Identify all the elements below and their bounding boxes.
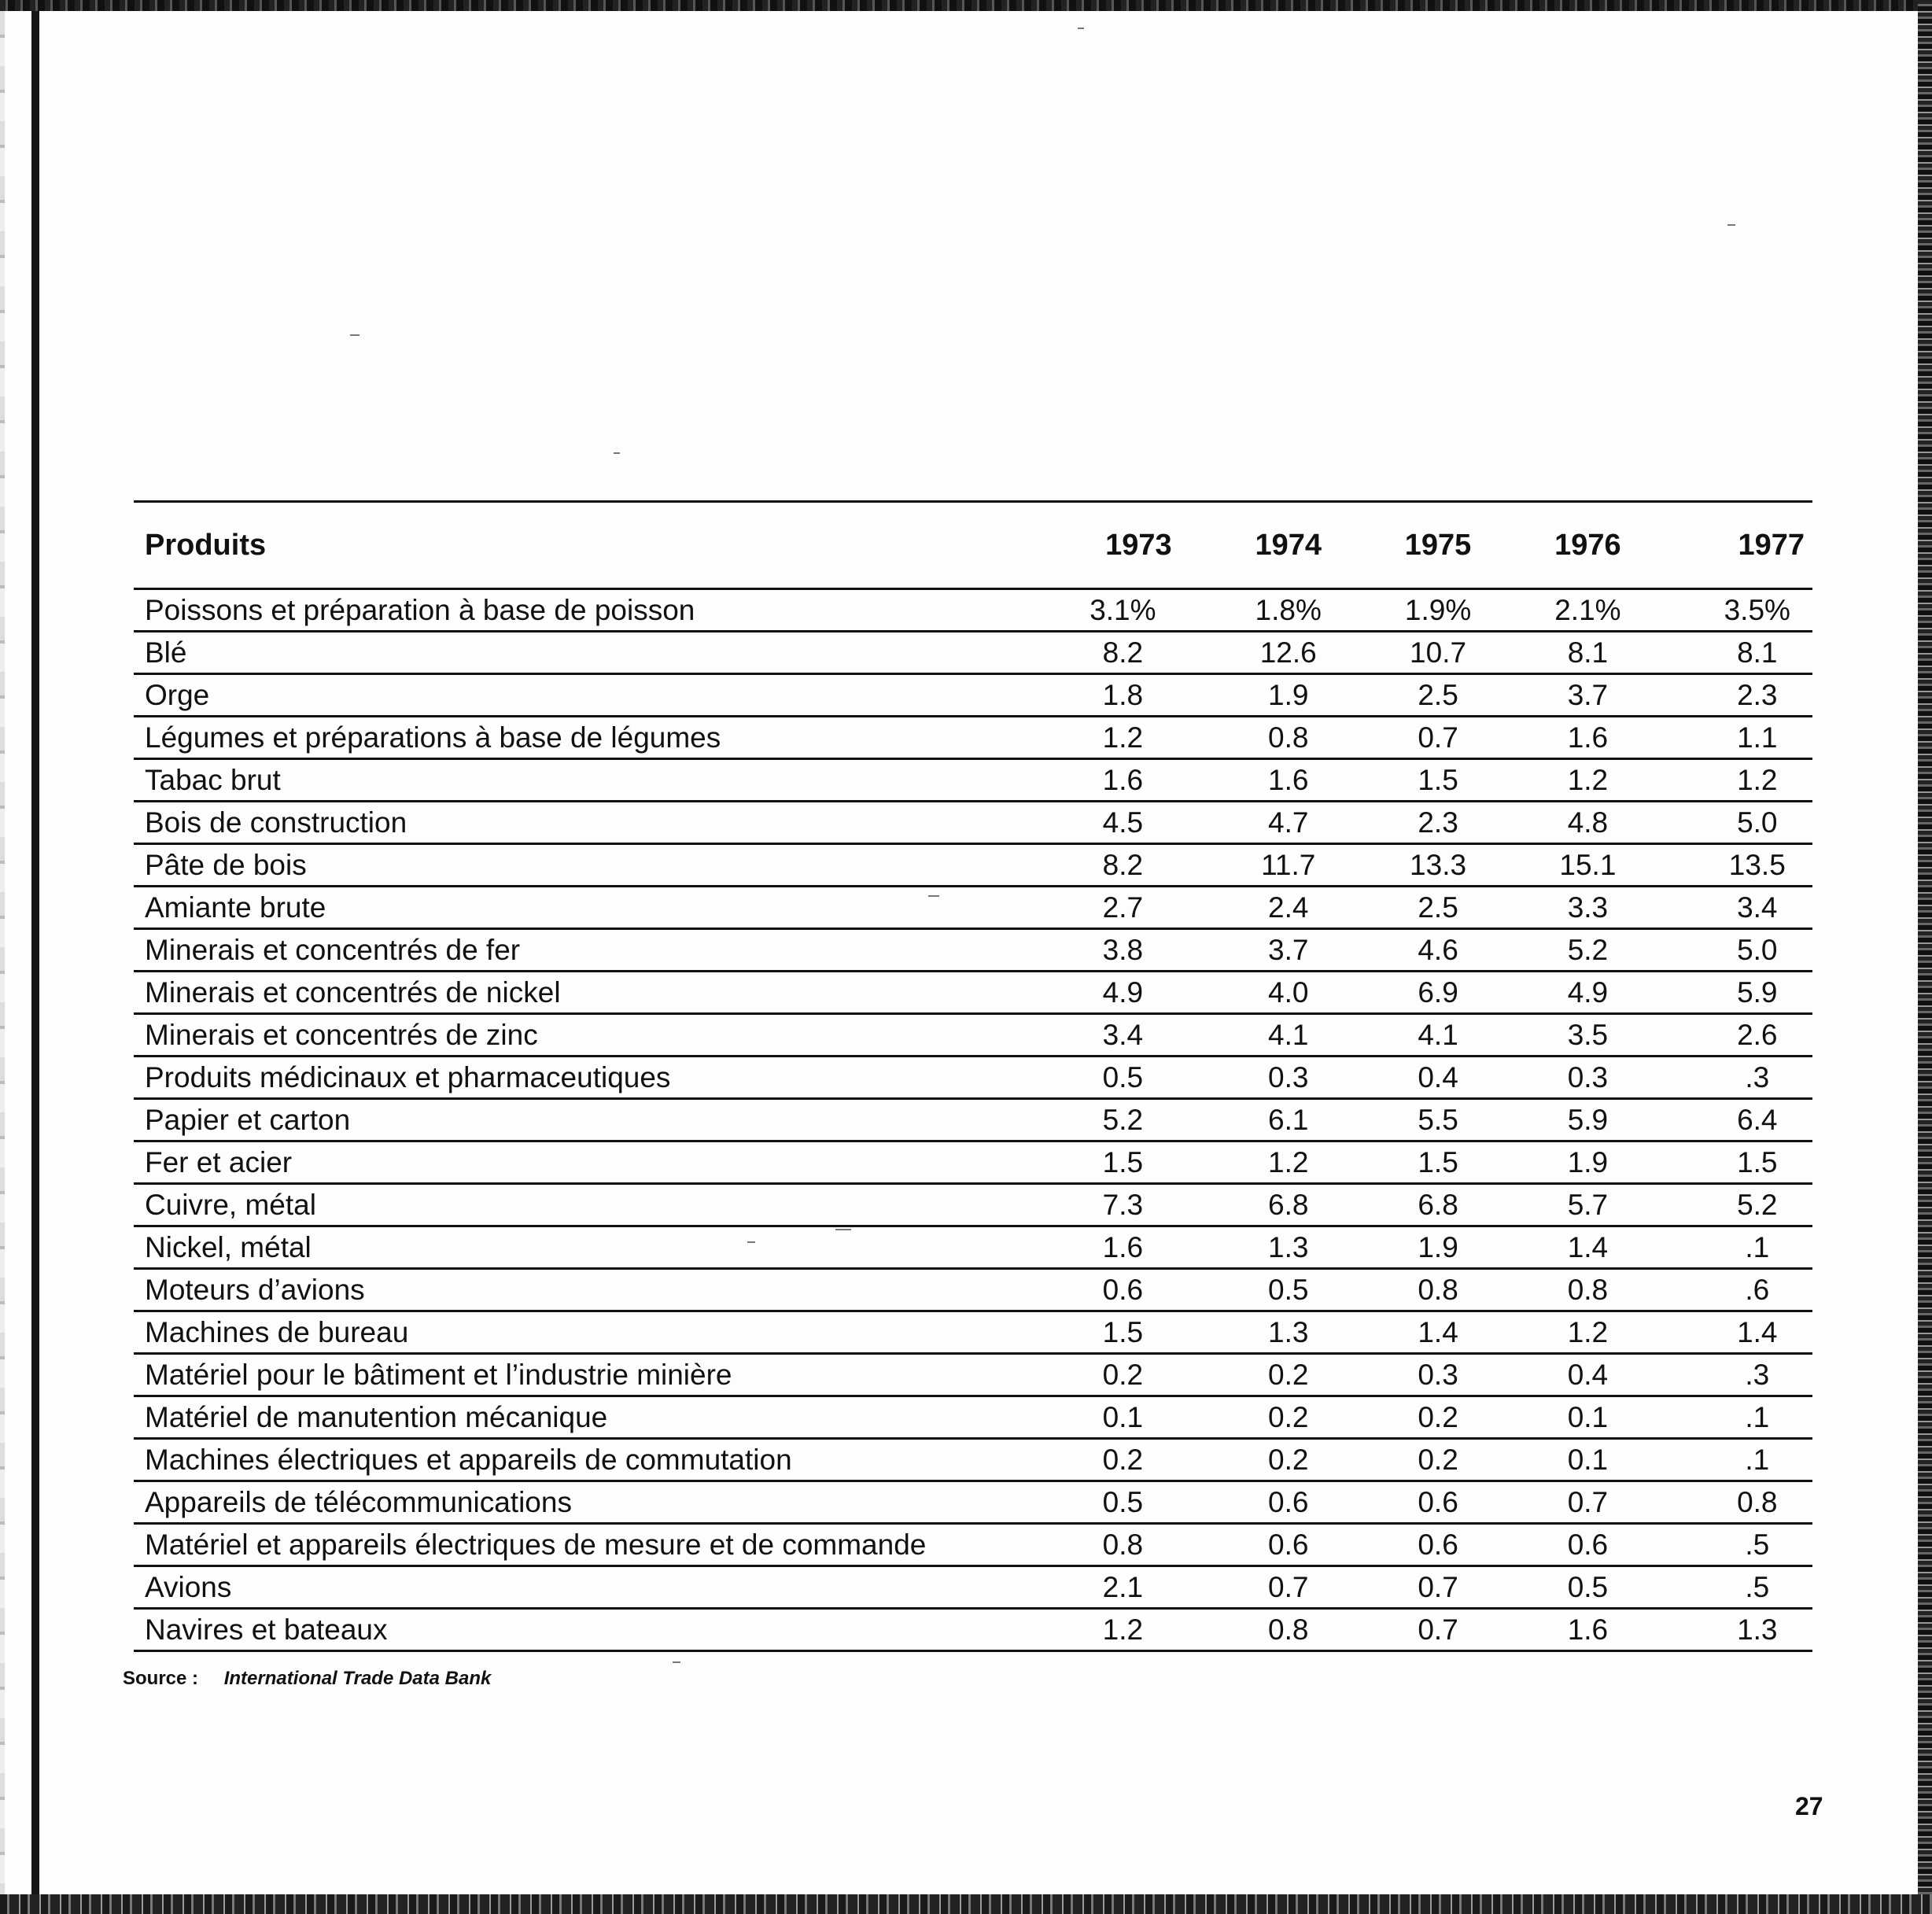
value-cell: 0.5 [1513,1566,1662,1609]
trade-table [134,503,1812,1652]
value-cell: .1 [1663,1396,1812,1439]
product-name-cell: Matériel pour le bâtiment et l’industrie minière [134,1354,1064,1396]
value-cell: 7.3 [1064,1184,1213,1226]
value-cell: 5.2 [1513,929,1662,972]
table-row [134,1226,1812,1269]
value-cell: 1.8% [1214,589,1363,632]
value-cell: 2.3 [1363,802,1513,844]
value-cell: 0.5 [1064,1057,1213,1099]
source-note [123,1668,491,1690]
value-cell: 1.2 [1064,1609,1213,1651]
value-cell: .5 [1663,1524,1812,1566]
scan-edge-top [0,0,1932,11]
value-cell: .6 [1663,1269,1812,1311]
value-cell: 6.8 [1363,1184,1513,1226]
value-cell: 11.7 [1214,844,1363,887]
page-number: 27 [1795,1792,1823,1820]
value-cell: 4.8 [1513,802,1662,844]
value-cell: 1.5 [1363,1141,1513,1184]
value-cell: 8.2 [1064,632,1213,674]
value-cell: 8.1 [1513,632,1662,674]
value-cell: 2.3 [1663,674,1812,717]
value-cell: 3.4 [1064,1014,1213,1057]
value-cell: 0.2 [1214,1439,1363,1481]
value-cell: 0.2 [1214,1396,1363,1439]
value-cell: 4.0 [1214,972,1363,1014]
value-cell: 2.5 [1363,887,1513,929]
table-row [134,759,1812,802]
value-cell: 6.8 [1214,1184,1363,1226]
value-cell: 1.4 [1363,1311,1513,1354]
value-cell: 1.2 [1663,759,1812,802]
value-cell: 0.1 [1513,1396,1662,1439]
value-cell: 1.6 [1214,759,1363,802]
value-cell: 0.6 [1064,1269,1213,1311]
value-cell: 1.9 [1363,1226,1513,1269]
value-cell: 0.5 [1064,1481,1213,1524]
table-row [134,1524,1812,1566]
value-cell: 0.7 [1363,1566,1513,1609]
table-row [134,972,1812,1014]
value-cell: 10.7 [1363,632,1513,674]
value-cell: 5.9 [1513,1099,1662,1141]
value-cell: .1 [1663,1226,1812,1269]
product-name-cell: Nickel, métal [134,1226,1064,1269]
product-name-cell: Matériel et appareils électriques de mesure et de commande [134,1524,1064,1566]
value-cell: 1.1 [1663,717,1812,759]
value-cell: 5.2 [1064,1099,1213,1141]
value-cell: 6.4 [1663,1099,1812,1141]
product-name-cell: Tabac brut [134,759,1064,802]
value-cell: 15.1 [1513,844,1662,887]
table-row [134,1396,1812,1439]
scan-speck [1078,28,1084,29]
table-row [134,674,1812,717]
value-cell: 3.8 [1064,929,1213,972]
table-row [134,1141,1812,1184]
column-header-year: 1973 [1064,503,1213,589]
scan-edge-right [1918,0,1932,1914]
table-row [134,1014,1812,1057]
value-cell: 0.7 [1513,1481,1662,1524]
table-row [134,802,1812,844]
value-cell: 0.4 [1363,1057,1513,1099]
trade-table-container [134,500,1812,1652]
value-cell: 1.5 [1663,1141,1812,1184]
value-cell: 1.5 [1064,1141,1213,1184]
value-cell: 2.7 [1064,887,1213,929]
value-cell: 0.6 [1214,1524,1363,1566]
product-name-cell: Avions [134,1566,1064,1609]
scan-speck [1727,224,1735,226]
table-row [134,1354,1812,1396]
value-cell: 8.2 [1064,844,1213,887]
value-cell: 5.0 [1663,929,1812,972]
value-cell: 4.5 [1064,802,1213,844]
value-cell: 1.9% [1363,589,1513,632]
scan-edge-left-outer [0,11,5,1899]
table-row [134,1311,1812,1354]
value-cell: 1.6 [1513,717,1662,759]
value-cell: 5.5 [1363,1099,1513,1141]
table-header-row [134,503,1812,589]
value-cell: 4.9 [1513,972,1662,1014]
table-body [134,589,1812,1651]
value-cell: 0.8 [1064,1524,1213,1566]
value-cell: 1.4 [1663,1311,1812,1354]
value-cell: 1.3 [1663,1609,1812,1651]
value-cell: 0.2 [1363,1439,1513,1481]
value-cell: 5.7 [1513,1184,1662,1226]
value-cell: 1.5 [1064,1311,1213,1354]
value-cell: 2.6 [1663,1014,1812,1057]
value-cell: 12.6 [1214,632,1363,674]
value-cell: 0.6 [1363,1524,1513,1566]
value-cell: 0.8 [1513,1269,1662,1311]
value-cell: 2.4 [1214,887,1363,929]
value-cell: 3.5 [1513,1014,1662,1057]
value-cell: 5.2 [1663,1184,1812,1226]
value-cell: 0.2 [1064,1439,1213,1481]
product-name-cell: Papier et carton [134,1099,1064,1141]
product-name-cell: Poissons et préparation à base de poisson [134,589,1064,632]
value-cell: 2.1 [1064,1566,1213,1609]
scan-edge-left [31,11,39,1899]
value-cell: 0.6 [1363,1481,1513,1524]
product-name-cell: Produits médicinaux et pharmaceutiques [134,1057,1064,1099]
value-cell: 0.1 [1064,1396,1213,1439]
column-header-year: 1975 [1363,503,1513,589]
product-name-cell: Pâte de bois [134,844,1064,887]
value-cell: 6.1 [1214,1099,1363,1141]
value-cell: 3.4 [1663,887,1812,929]
value-cell: 0.8 [1214,1609,1363,1651]
table-row [134,632,1812,674]
column-header-year: 1974 [1214,503,1363,589]
value-cell: 1.3 [1214,1311,1363,1354]
product-name-cell: Blé [134,632,1064,674]
column-header-year: 1977 [1663,503,1812,589]
value-cell: 1.2 [1064,717,1213,759]
value-cell: 0.7 [1363,717,1513,759]
value-cell: 3.7 [1214,929,1363,972]
table-row [134,1057,1812,1099]
value-cell: 0.7 [1363,1609,1513,1651]
value-cell: 3.5% [1663,589,1812,632]
value-cell: 0.2 [1363,1396,1513,1439]
product-name-cell: Orge [134,674,1064,717]
value-cell: 5.0 [1663,802,1812,844]
table-row [134,1481,1812,1524]
value-cell: 0.5 [1214,1269,1363,1311]
value-cell: 0.2 [1214,1354,1363,1396]
table-row [134,929,1812,972]
product-name-cell: Fer et acier [134,1141,1064,1184]
value-cell: 8.1 [1663,632,1812,674]
table-row [134,1099,1812,1141]
value-cell: 1.6 [1064,759,1213,802]
scan-speck [614,452,620,454]
product-name-cell: Minerais et concentrés de nickel [134,972,1064,1014]
value-cell: 1.2 [1513,1311,1662,1354]
column-header-product: Produits [134,503,1064,589]
value-cell: 1.2 [1513,759,1662,802]
value-cell: 3.3 [1513,887,1662,929]
value-cell: 3.7 [1513,674,1662,717]
column-header-year: 1976 [1513,503,1662,589]
value-cell: 0.6 [1214,1481,1363,1524]
value-cell: 2.1% [1513,589,1662,632]
value-cell: 0.8 [1663,1481,1812,1524]
value-cell: 1.5 [1363,759,1513,802]
value-cell: 1.4 [1513,1226,1662,1269]
scan-edge-bottom [0,1894,1932,1914]
product-name-cell: Bois de construction [134,802,1064,844]
value-cell: 13.3 [1363,844,1513,887]
table-row [134,1269,1812,1311]
value-cell: 1.9 [1214,674,1363,717]
table-row [134,844,1812,887]
value-cell: 0.3 [1513,1057,1662,1099]
value-cell: 0.2 [1064,1354,1213,1396]
table-row [134,1184,1812,1226]
value-cell: 2.5 [1363,674,1513,717]
value-cell: 4.6 [1363,929,1513,972]
product-name-cell: Appareils de télécommunications [134,1481,1064,1524]
value-cell: 0.1 [1513,1439,1662,1481]
table-row [134,1439,1812,1481]
source-text: International Trade Data Bank [223,1668,492,1689]
value-cell: 6.9 [1363,972,1513,1014]
value-cell: 0.3 [1363,1354,1513,1396]
value-cell: 0.4 [1513,1354,1662,1396]
table-row [134,589,1812,632]
value-cell: 4.7 [1214,802,1363,844]
scan-speck [350,334,359,336]
value-cell: 1.3 [1214,1226,1363,1269]
product-name-cell: Machines électriques et appareils de commutation [134,1439,1064,1481]
table-row [134,887,1812,929]
product-name-cell: Matériel de manutention mécanique [134,1396,1064,1439]
value-cell: 0.8 [1214,717,1363,759]
value-cell: .1 [1663,1439,1812,1481]
value-cell: 4.9 [1064,972,1213,1014]
value-cell: .3 [1663,1057,1812,1099]
table-row [134,717,1812,759]
value-cell: 5.9 [1663,972,1812,1014]
product-name-cell: Amiante brute [134,887,1064,929]
value-cell: 1.6 [1064,1226,1213,1269]
product-name-cell: Minerais et concentrés de fer [134,929,1064,972]
product-name-cell: Légumes et préparations à base de légumes [134,717,1064,759]
value-cell: 3.1% [1064,589,1213,632]
value-cell: 0.3 [1214,1057,1363,1099]
product-name-cell: Moteurs d’avions [134,1269,1064,1311]
source-label: Source : [123,1668,199,1689]
product-name-cell: Machines de bureau [134,1311,1064,1354]
value-cell: 0.6 [1513,1524,1662,1566]
value-cell: 1.6 [1513,1609,1662,1651]
product-name-cell: Navires et bateaux [134,1609,1064,1651]
product-name-cell: Cuivre, métal [134,1184,1064,1226]
value-cell: 13.5 [1663,844,1812,887]
value-cell: 1.8 [1064,674,1213,717]
value-cell: .3 [1663,1354,1812,1396]
value-cell: .5 [1663,1566,1812,1609]
value-cell: 4.1 [1363,1014,1513,1057]
value-cell: 0.7 [1214,1566,1363,1609]
table-row [134,1609,1812,1651]
value-cell: 0.8 [1363,1269,1513,1311]
value-cell: 1.2 [1214,1141,1363,1184]
scan-speck [673,1661,680,1663]
product-name-cell: Minerais et concentrés de zinc [134,1014,1064,1057]
value-cell: 4.1 [1214,1014,1363,1057]
value-cell: 1.9 [1513,1141,1662,1184]
table-row [134,1566,1812,1609]
